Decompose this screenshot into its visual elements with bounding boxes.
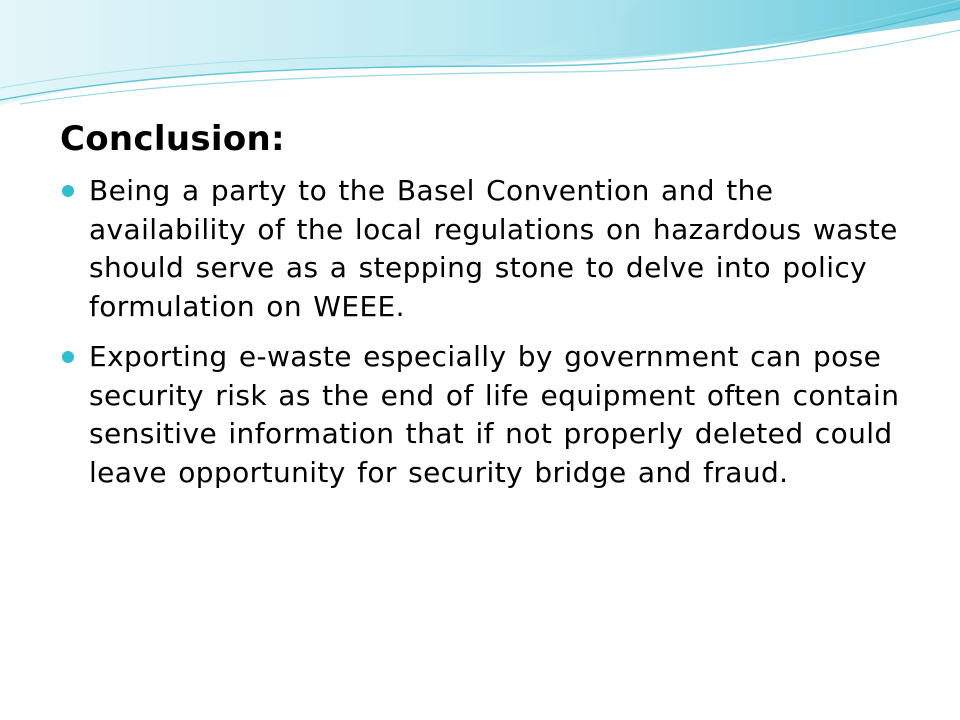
bullet-list	[60, 172, 920, 504]
slide-title: Conclusion:	[60, 119, 285, 159]
bullet-item	[60, 172, 920, 326]
bullet-dot-icon	[62, 351, 74, 363]
bullet-dot-icon	[62, 185, 74, 197]
header-wave-decoration	[0, 0, 960, 130]
bullet-item	[60, 338, 920, 492]
bullet-text: Exporting e-waste especially by government can pose security risk as the end of life equipment often contain sensitive information that if not properly deleted could leave opportunity for security bridge and fraud.	[89, 340, 900, 489]
bullet-text: Being a party to the Basel Convention and the availability of the local regulations on hazardous waste should serve as a stepping stone to delve into policy formulation on WEEE.	[89, 174, 898, 323]
